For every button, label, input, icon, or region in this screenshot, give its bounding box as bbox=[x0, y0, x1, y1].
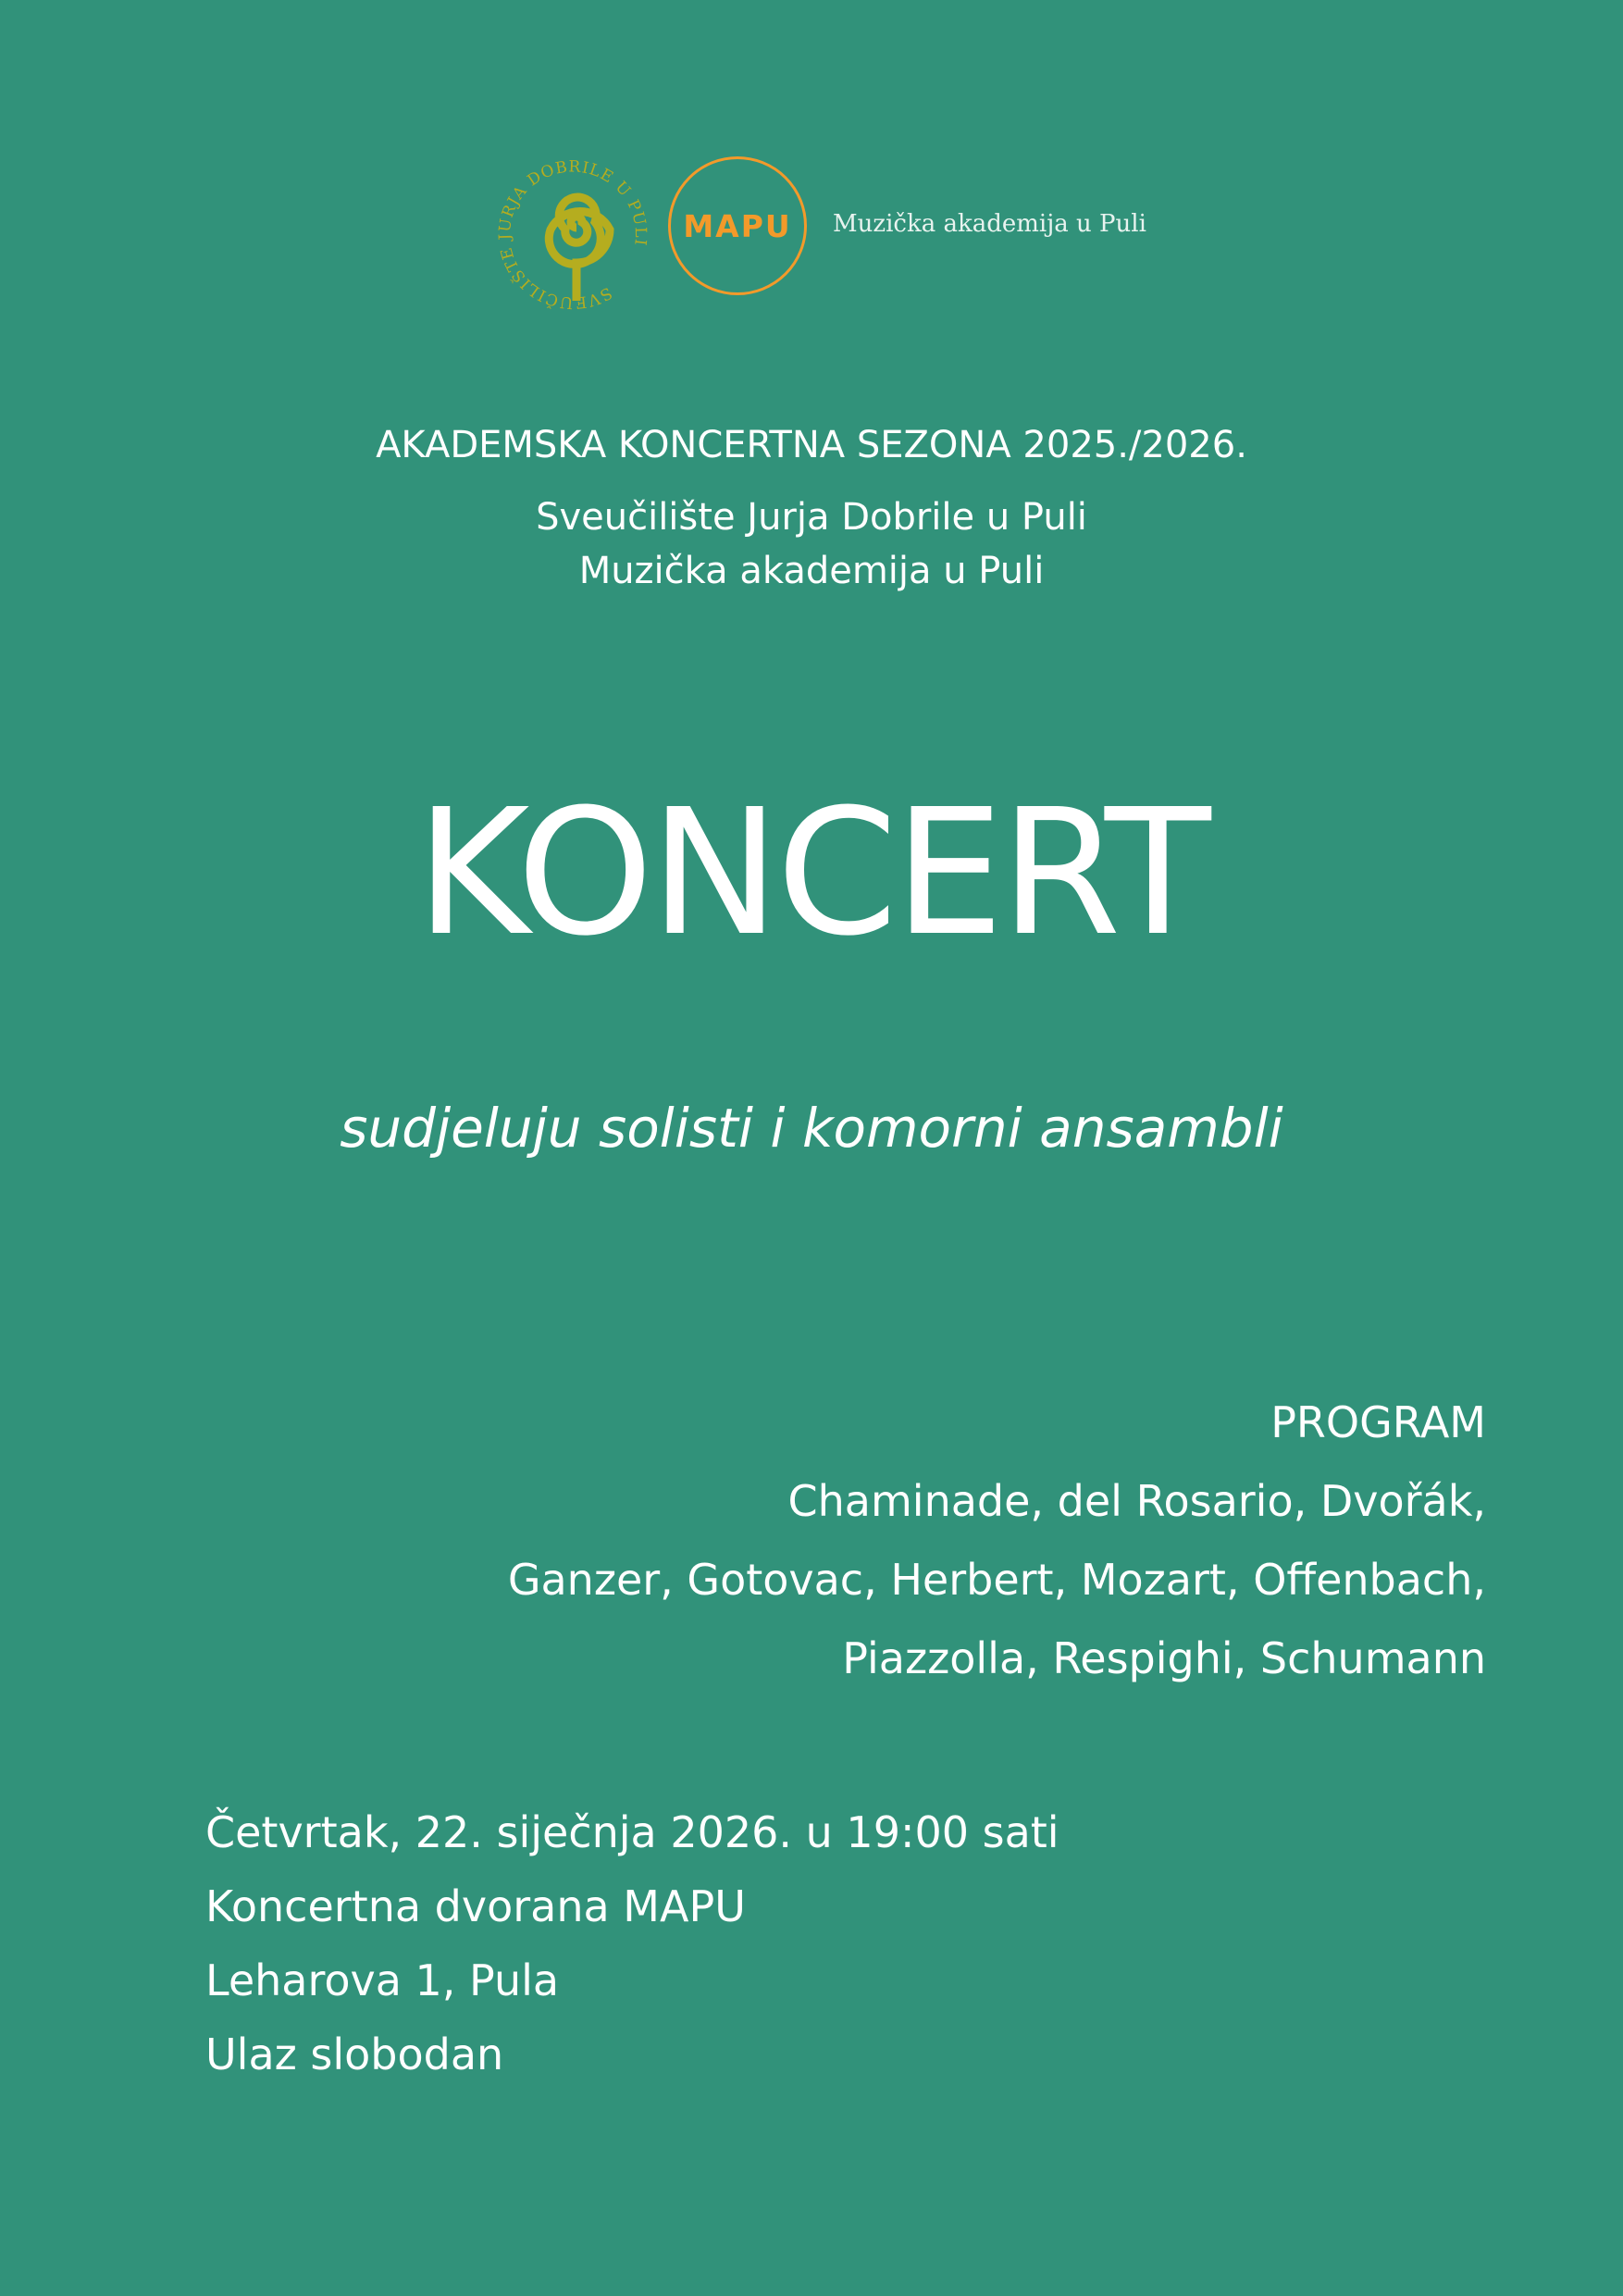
event-venue: Koncertna dvorana MAPU bbox=[205, 1881, 746, 1931]
page-title: KONCERT bbox=[415, 772, 1208, 974]
academy-name: Muzička akademija u Puli bbox=[578, 550, 1045, 592]
event-info bbox=[205, 1795, 1059, 2091]
university-name: Sveučilište Jurja Dobrile u Puli bbox=[536, 496, 1087, 539]
university-seal-text: SVEUČILIŠTE JURJA DOBRILE U PULI bbox=[495, 157, 650, 310]
program-line: Chaminade, del Rosario, Dvořák, bbox=[787, 1476, 1486, 1526]
mapu-logo-badge bbox=[668, 156, 807, 295]
program-section bbox=[508, 1384, 1486, 1698]
event-address: Leharova 1, Pula bbox=[205, 1955, 560, 2005]
mapu-logo-text: MAPU bbox=[683, 207, 792, 244]
university-seal-logo bbox=[495, 148, 657, 310]
season-heading: AKADEMSKA KONCERTNA SEZONA 2025./2026. bbox=[376, 424, 1247, 466]
program-heading: PROGRAM bbox=[1270, 1397, 1486, 1447]
mapu-wordmark: Muzička akademija u Puli bbox=[833, 210, 1146, 238]
page-subtitle: sudjeluju solisti i komorni ansambli bbox=[340, 1097, 1283, 1160]
program-line: Ganzer, Gotovac, Herbert, Mozart, Offenbach, bbox=[507, 1555, 1486, 1605]
program-line: Piazzolla, Respighi, Schumann bbox=[842, 1633, 1486, 1683]
spiral-icon bbox=[549, 197, 610, 301]
event-admission: Ulaz slobodan bbox=[205, 2029, 504, 2079]
event-date-time: Četvrtak, 22. siječnja 2026. u 19:00 sati bbox=[205, 1807, 1059, 1857]
logo-block bbox=[495, 148, 1161, 315]
